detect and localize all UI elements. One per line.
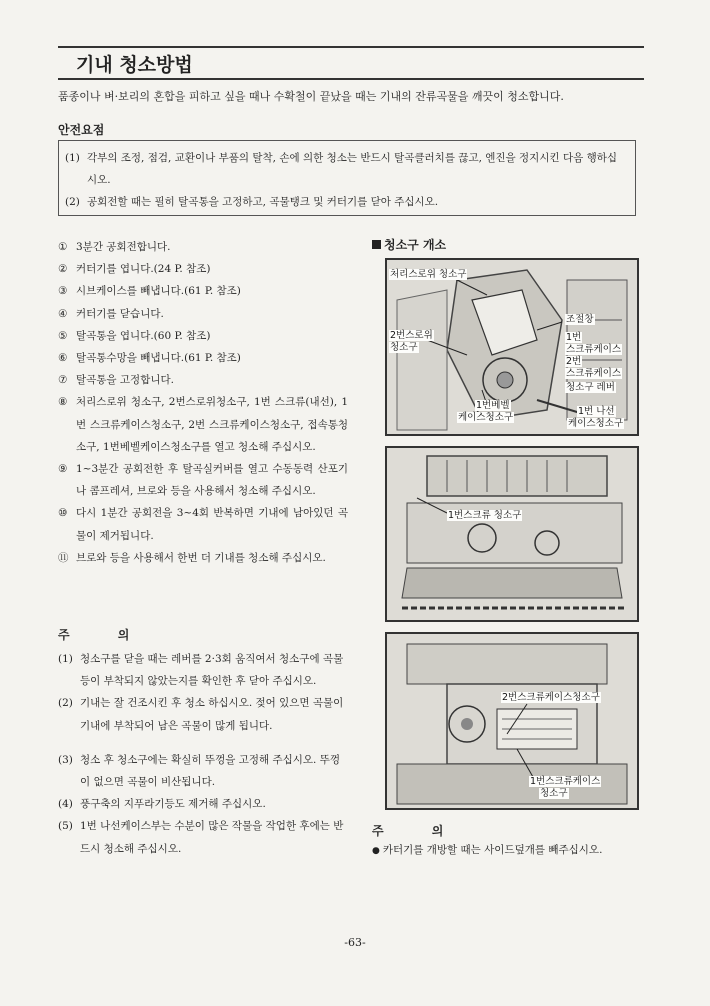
caution-item xyxy=(58,692,348,736)
step-number: ⑩ xyxy=(58,507,68,520)
step-text: 탈곡통을 고정합니다. xyxy=(76,374,174,387)
caution-item xyxy=(58,793,348,815)
caution-text: 청소 후 청소구에는 확실히 뚜껑을 고정해 주십시오. 뚜껑이 없으면 곡물이 비산됩니다. xyxy=(80,753,340,789)
label-cleaning-lever: 청소구 레버 xyxy=(566,382,615,393)
step-item xyxy=(58,303,348,325)
step-number: ⑪ xyxy=(58,551,69,564)
safety-item-number: (1) xyxy=(65,152,80,164)
caution-item xyxy=(58,648,348,692)
machine-illustration-2 xyxy=(387,448,637,620)
label-second-throw-a: 2번스로위 xyxy=(390,330,433,341)
label-first-spiral-b: 케이스청소구 xyxy=(568,418,624,429)
step-item xyxy=(58,258,348,280)
step-text: 3분간 공회전합니다. xyxy=(76,241,171,253)
caution-right-text xyxy=(372,842,602,859)
machine-photo-1 xyxy=(385,258,639,436)
step-text: 커터기를 닫습니다. xyxy=(76,307,164,320)
step-number: ⑥ xyxy=(58,352,68,365)
safety-box xyxy=(58,140,636,216)
caution-number: (2) xyxy=(58,697,73,710)
cleaning-port-heading-text: 청소구 개소 xyxy=(384,238,447,252)
label-first-screw-cleaning-port: 1번스크류 청소구 xyxy=(448,510,522,521)
caution-number: (5) xyxy=(58,820,73,833)
step-item xyxy=(58,391,348,458)
step-text: 시브케이스를 빼냅니다.(61 P. 참조) xyxy=(76,285,241,298)
step-text: 다시 1분간 공회전을 3~4회 반복하면 기내에 남아있던 곡물이 제거됩니다. xyxy=(76,507,348,542)
label-first-spiral-a: 1번 나선 xyxy=(578,406,615,417)
page-number: -63- xyxy=(344,936,366,949)
caution-heading: 주 의 xyxy=(58,628,152,642)
step-number: ⑧ xyxy=(58,396,68,409)
step-item xyxy=(58,280,348,302)
step-number: ⑨ xyxy=(58,463,68,476)
caution-item xyxy=(58,815,348,859)
caution-number: (3) xyxy=(58,753,73,766)
intro-text: 품종이나 벼·보리의 혼합을 피하고 싶을 때나 수확철이 끝났을 때는 기내의 잔류곡물을 깨끗이 청소합니다. xyxy=(58,90,564,103)
label-first-screw-case-port-b: 청소구 xyxy=(540,788,568,799)
step-text: 커터기를 엽니다.(24 P. 참조) xyxy=(76,263,211,276)
caution-text: 기내는 잘 건조시킨 후 청소 하십시오. 젖어 있으면 곡물이 기내에 부착되어 남은 곡물이 많게 됩니다. xyxy=(80,697,344,732)
caution-number: (4) xyxy=(58,798,73,811)
safety-heading: 안전요점 xyxy=(58,123,105,137)
label-first-screw-case-a: 1번 xyxy=(566,332,582,343)
step-text: 탈곡통수망을 빼냅니다.(61 P. 참조) xyxy=(76,352,241,365)
label-second-throw-b: 청소구 xyxy=(390,342,418,353)
safety-item xyxy=(59,191,635,213)
step-number: ⑤ xyxy=(58,329,68,342)
step-item xyxy=(58,347,348,369)
step-text: 브로와 등을 사용해서 한번 더 기내를 청소해 주십시오. xyxy=(76,551,326,564)
label-first-bevel-b: 케이스청소구 xyxy=(458,412,514,423)
label-second-screw-case-a: 2번 xyxy=(566,356,582,367)
step-number: ① xyxy=(58,241,68,253)
label-second-screw-case-b: 스크류케이스 xyxy=(566,368,622,379)
step-number: ② xyxy=(58,263,68,276)
step-number: ④ xyxy=(58,307,68,320)
step-number: ⑦ xyxy=(58,374,68,387)
caution-text: 풍구축의 지푸라기등도 제거해 주십시오. xyxy=(80,798,266,811)
safety-item-text: 각부의 조정, 점검, 교환이나 부품의 탈착, 손에 의한 청소는 반드시 탈곡클러치를 끊고, 엔진을 정지시킨 다음 행하십시오. xyxy=(87,152,617,186)
step-text: 탈곡통을 엽니다.(60 P. 참조) xyxy=(76,329,211,342)
caution-right-heading: 주 의 xyxy=(372,824,466,838)
step-item xyxy=(58,369,348,391)
safety-item-text: 공회전할 때는 필히 탈곡통을 고정하고, 곡물탱크 및 커터기를 닫아 주십시오. xyxy=(87,196,439,208)
cleaning-port-heading xyxy=(372,236,446,253)
caution-list xyxy=(58,648,348,860)
bullet-icon: ● xyxy=(372,846,380,856)
label-first-bevel-a: 1번베벨 xyxy=(476,400,510,411)
step-item xyxy=(58,458,348,502)
label-adjust-window: 조절창 xyxy=(566,314,594,325)
caution-text: 청소구를 닫을 때는 레버를 2·3회 움직여서 청소구에 곡물등이 부착되지 않았는지를 확인한 후 닫아 주십시오. xyxy=(80,653,344,688)
cleaning-steps xyxy=(58,236,348,569)
label-disposal-throw-cleaning-port: 처리스로위 청소구 xyxy=(390,269,467,280)
step-item xyxy=(58,547,348,569)
caution-item xyxy=(58,749,348,793)
title-bar xyxy=(58,46,644,80)
caution-number: (1) xyxy=(58,653,73,665)
step-number: ③ xyxy=(58,285,68,298)
caution-right-body: 카터기를 개방할 때는 사이드덮개를 빼주십시오. xyxy=(382,844,603,856)
step-item xyxy=(58,236,348,258)
step-text: 1~3분간 공회전한 후 탈곡실커버를 열고 수동동력 산포기나 콤프레셔, 브로와 등을 사용해서 청소해 주십시오. xyxy=(76,463,348,498)
safety-item xyxy=(59,147,635,191)
machine-photo-3 xyxy=(385,632,639,810)
square-bullet-icon xyxy=(372,240,381,249)
machine-photo-2 xyxy=(385,446,639,622)
step-text: 처리스로위 청소구, 2번스로위청소구, 1번 스크류(내선), 1번 스크류케이스청소구, 2번 스크류케이스청소구, 접속통청소구, 1번베벨케이스청소구를 열고 청소해 주십시오. xyxy=(76,396,348,453)
safety-item-number: (2) xyxy=(65,196,80,208)
label-second-screw-case-cleaning-port: 2번스크류케이스청소구 xyxy=(502,692,600,703)
step-item xyxy=(58,325,348,347)
page-title: 기내 청소방법 xyxy=(76,54,193,76)
label-first-screw-case-port-a: 1번스크류케이스 xyxy=(530,776,601,787)
caution-text: 1번 나선케이스부는 수분이 많은 작물을 작업한 후에는 반드시 청소해 주십시오. xyxy=(80,820,344,855)
label-first-screw-case-b: 스크류케이스 xyxy=(566,344,622,355)
step-item xyxy=(58,502,348,546)
